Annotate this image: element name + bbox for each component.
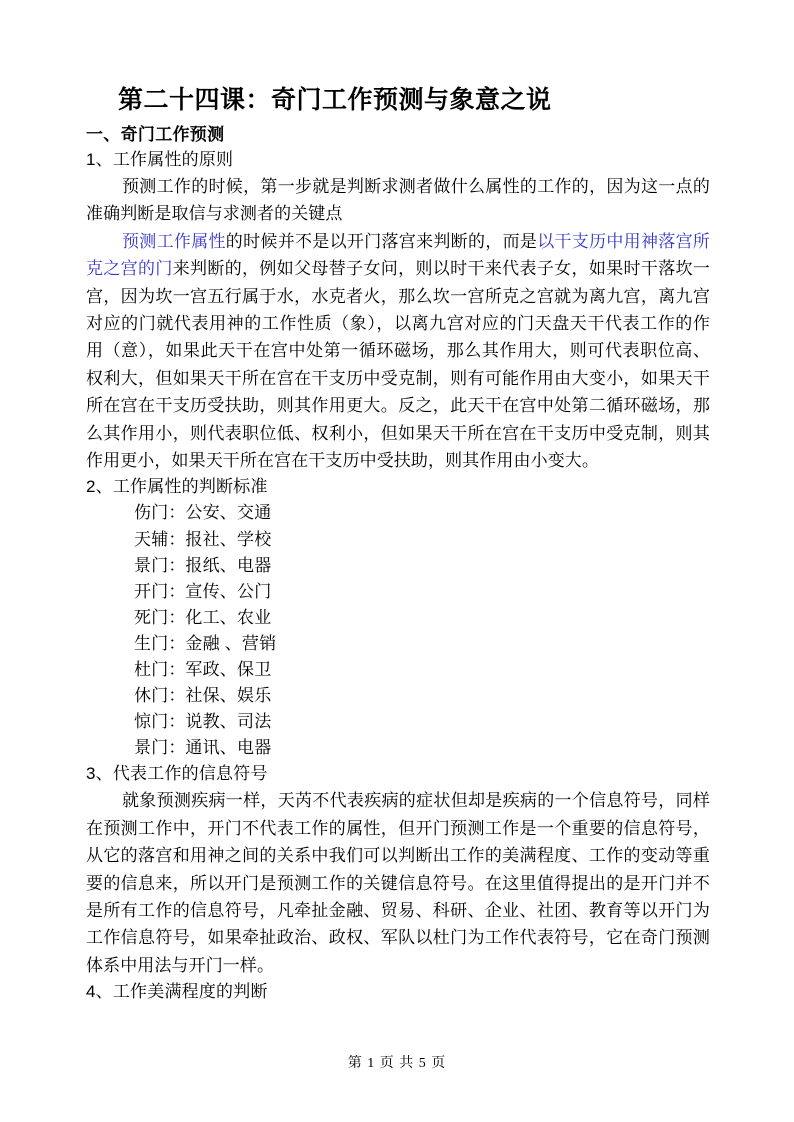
list-item [86,657,710,683]
gate-value: 宣传、公门 [185,581,272,601]
gate-separator: ： [168,633,186,653]
gate-name: 生门 [134,633,169,653]
gate-separator: ： [168,660,186,680]
gate-separator: ： [168,712,186,732]
list-item [86,553,710,579]
list-item [86,735,710,761]
list-item [86,605,710,631]
gate-value: 报社、学校 [185,529,272,549]
gate-separator: ： [168,503,186,523]
gate-attribute-list [86,500,710,761]
gate-separator: ： [168,555,186,575]
gate-value: 报纸、电器 [185,555,272,575]
gate-name: 伤门 [134,503,169,523]
highlight-text-predict-work-attribute: 预测工作属性 [122,231,226,251]
paragraph-work-attribute-judgement [86,228,710,475]
gate-separator: ： [168,686,186,706]
gate-name: 天辅 [134,529,169,549]
paragraph-text-segment-1: 的时候并不是以开门落宫来判断的，而是 [225,231,538,251]
paragraph-text-segment-2: 来判断的，例如父母替子女问，则以时干来代表子女，如果时干落坎一宫，因为坎一宫五行属于水，水克者火，那么坎一宫所克之宫就为离九宫，离九宫对应的门就代表用神的工作性质（象），以离九宫对应的门天盘天干代表工作的作用（意），如果此天干在宫中处第一循环磁场，那么其作用大，则可代表职位高、权利大，但如果天干所在宫在干支历中受克制，则有可能作用由大变小，如果天干所在宫在干支历受扶助，则其作用更大。反之，此天干在宫中处第二循环磁场，那么其作用小，则代表职位低、权利小，但如果天干所在宫在干支历中受克制，则其作用更小，如果天干所在宫在干支历中受扶助，则其作用由小变大。 [86,259,710,471]
gate-value: 化工、农业 [185,607,272,627]
gate-name: 景门 [134,738,169,758]
gate-value: 金融 、营销 [185,633,277,653]
gate-name: 死门 [134,607,169,627]
subsection-heading-3: 3、代表工作的信息符号 [86,764,268,784]
gate-value: 社保、娱乐 [185,686,272,706]
subsection-heading-2: 2、工作属性的判断标准 [86,477,268,497]
highlight-text-ganzhi-method: 以干支历中用神落宫所克之宫的门 [86,231,710,279]
gate-value: 公安、交通 [185,503,272,523]
list-item [86,709,710,735]
page-footer: 第 1 页 共 5 页 [347,1056,447,1071]
gate-value: 军政、保卫 [185,660,272,680]
gate-name: 景门 [134,555,169,575]
list-item [86,631,710,657]
gate-separator: ： [168,529,186,549]
gate-separator: ： [168,581,186,601]
gate-name: 杜门 [134,660,169,680]
gate-separator: ： [168,607,186,627]
gate-name: 惊门 [134,712,169,732]
list-item [86,579,710,605]
page-content [86,80,710,1005]
list-item [86,527,710,553]
list-item [86,683,710,709]
paragraph-work-information-symbol: 就象预测疾病一样，天芮不代表疾病的症状但却是疾病的一个信息符号，同样在预测工作中，开门不代表工作的属性，但开门预测工作是一个重要的信息符号，从它的落宫和用神之间的关系中我们可以判断出工作的美满程度、工作的变动等重要的信息来，所以开门是预测工作的关键信息符号。在这里值得提出的是开门并不是所有工作的信息符号，凡牵扯金融、贸易、科研、企业、社团、教育等以开门为工作信息符号，如果牵扯政治、政权、军队以杜门为工作代表符号，它在奇门预测体系中用法与开门一样。 [86,791,710,975]
gate-value: 说教、司法 [185,712,272,732]
gate-value: 通讯、电器 [185,738,272,758]
gate-name: 休门 [134,686,169,706]
list-item [86,500,710,526]
section-heading-one: 一、奇门工作预测 [86,125,225,144]
gate-name: 开门 [134,581,169,601]
subsection-heading-1: 1、工作属性的原则 [86,150,234,169]
paragraph-work-attribute-principle: 预测工作的时候，第一步就是判断求测者做什么属性的工作的，因为这一点的准确判断是取信与求测者的关键点 [86,177,710,224]
subsection-heading-4: 4、工作美满程度的判断 [86,982,268,1002]
page-title: 第二十四课：奇门工作预测与象意之说 [118,86,552,114]
gate-separator: ： [168,738,186,758]
